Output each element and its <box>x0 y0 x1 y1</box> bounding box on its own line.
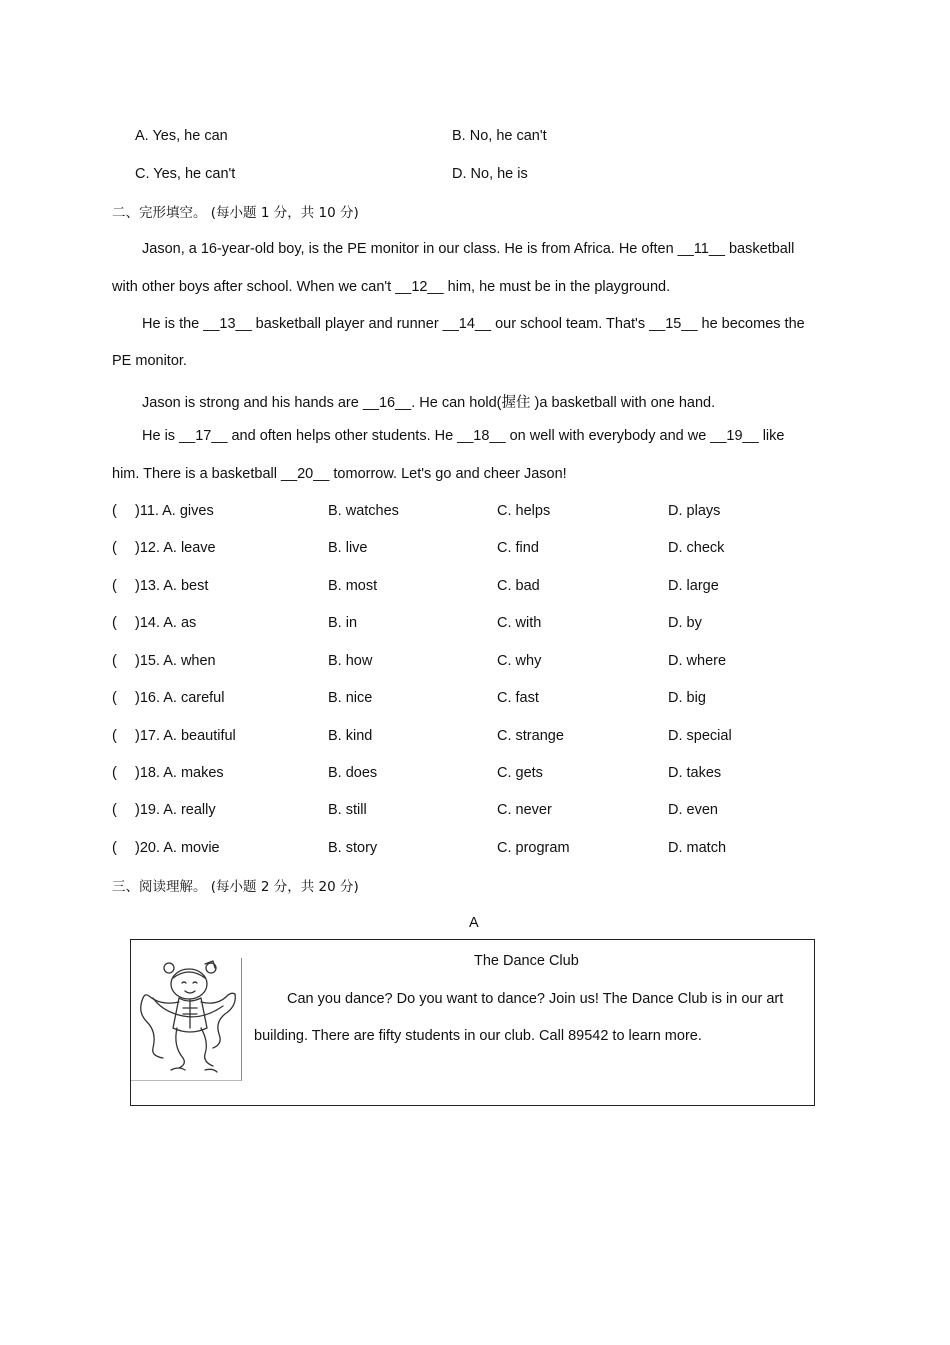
question-option-b: B. still <box>328 802 367 818</box>
answer-paren[interactable]: ( <box>112 578 117 594</box>
question-option-c: C. why <box>497 653 542 669</box>
question-option-d: D. match <box>668 840 727 856</box>
question-row <box>112 802 832 822</box>
answer-paren[interactable]: ( <box>112 802 117 818</box>
question-option-d: D. large <box>668 578 719 594</box>
passage-line: with other boys after school. When we can't __12__ him, he must be in the playground. <box>112 279 671 295</box>
answer-paren[interactable]: ( <box>112 765 117 781</box>
question-option-c: C. program <box>497 840 570 856</box>
question-option-b: B. does <box>328 765 378 781</box>
question-option-d: D. takes <box>668 765 722 781</box>
question-option-b: B. most <box>328 578 378 594</box>
question-option-b: B. nice <box>328 690 373 706</box>
question-option-d: D. by <box>668 615 702 631</box>
question-option-c: C. fast <box>497 690 539 706</box>
question-option-c: C. bad <box>497 578 540 594</box>
question-option-a: )19. A. really <box>135 802 216 818</box>
passage-line: Jason is strong and his hands are __16__. He can hold(握住 )a basketball with one hand. <box>142 395 716 411</box>
question-option-b: B. watches <box>328 503 399 519</box>
question-option-c: C. strange <box>497 728 564 744</box>
question-row <box>112 765 832 785</box>
question-row <box>112 840 832 860</box>
question-option-d: D. where <box>668 653 727 669</box>
option-b: B. No, he can't <box>452 128 547 144</box>
question-option-a: )11. A. gives <box>135 503 214 519</box>
question-option-b: B. kind <box>328 728 373 744</box>
question-row <box>112 728 832 748</box>
ad-text-line: building. There are fifty students in our club. Call 89542 to learn more. <box>254 1028 702 1044</box>
question-row <box>112 578 832 598</box>
passage-line: him. There is a basketball __20__ tomorrow. Let's go and cheer Jason! <box>112 466 567 482</box>
question-option-b: B. live <box>328 540 368 556</box>
question-option-c: C. with <box>497 615 542 631</box>
answer-paren[interactable]: ( <box>112 540 117 556</box>
question-option-b: B. how <box>328 653 373 669</box>
dancing-girl-icon <box>131 958 242 1081</box>
question-option-a: )17. A. beautiful <box>135 728 236 744</box>
answer-paren[interactable]: ( <box>112 840 117 856</box>
question-row <box>112 653 832 673</box>
question-option-b: B. in <box>328 615 358 631</box>
section-heading-reading: 三、阅读理解。 (每小题 2 分，共 20 分) <box>112 879 359 895</box>
answer-paren[interactable]: ( <box>112 653 117 669</box>
question-option-c: C. helps <box>497 503 551 519</box>
answer-paren[interactable]: ( <box>112 615 117 631</box>
ad-text-line: Can you dance? Do you want to dance? Join us! The Dance Club is in our art <box>287 991 784 1007</box>
question-option-a: )20. A. movie <box>135 840 220 856</box>
question-option-b: B. story <box>328 840 378 856</box>
dance-club-ad <box>130 939 815 1106</box>
question-option-a: )16. A. careful <box>135 690 225 706</box>
passage-line: He is __17__ and often helps other students. He __18__ on well with everybody and we __19__ like <box>142 428 785 444</box>
passage-line: He is the __13__ basketball player and runner __14__ our school team. That's __15__ he becomes the <box>142 316 805 332</box>
question-option-a: )13. A. best <box>135 578 209 594</box>
question-option-d: D. big <box>668 690 706 706</box>
option-a: A. Yes, he can <box>135 128 228 144</box>
question-option-a: )18. A. makes <box>135 765 224 781</box>
question-option-a: )14. A. as <box>135 615 197 631</box>
question-option-a: )15. A. when <box>135 653 216 669</box>
part-label: A <box>469 915 479 931</box>
passage-line: Jason, a 16-year-old boy, is the PE monitor in our class. He is from Africa. He often __11__ basketball <box>142 241 795 257</box>
passage-line: PE monitor. <box>112 353 187 369</box>
answer-paren[interactable]: ( <box>112 728 117 744</box>
question-option-d: D. even <box>668 802 718 818</box>
option-d: D. No, he is <box>452 166 528 182</box>
question-row <box>112 503 832 523</box>
answer-paren[interactable]: ( <box>112 690 117 706</box>
question-option-c: C. find <box>497 540 539 556</box>
section-heading-cloze: 二、完形填空。 (每小题 1 分，共 10 分) <box>112 205 359 221</box>
question-option-d: D. plays <box>668 503 721 519</box>
question-option-c: C. gets <box>497 765 543 781</box>
option-c: C. Yes, he can't <box>135 166 236 182</box>
answer-paren[interactable]: ( <box>112 503 117 519</box>
question-row <box>112 615 832 635</box>
question-option-d: D. check <box>668 540 725 556</box>
question-option-c: C. never <box>497 802 552 818</box>
question-row <box>112 690 832 710</box>
question-option-d: D. special <box>668 728 732 744</box>
question-option-a: )12. A. leave <box>135 540 216 556</box>
ad-title: The Dance Club <box>474 953 579 969</box>
question-row <box>112 540 832 560</box>
